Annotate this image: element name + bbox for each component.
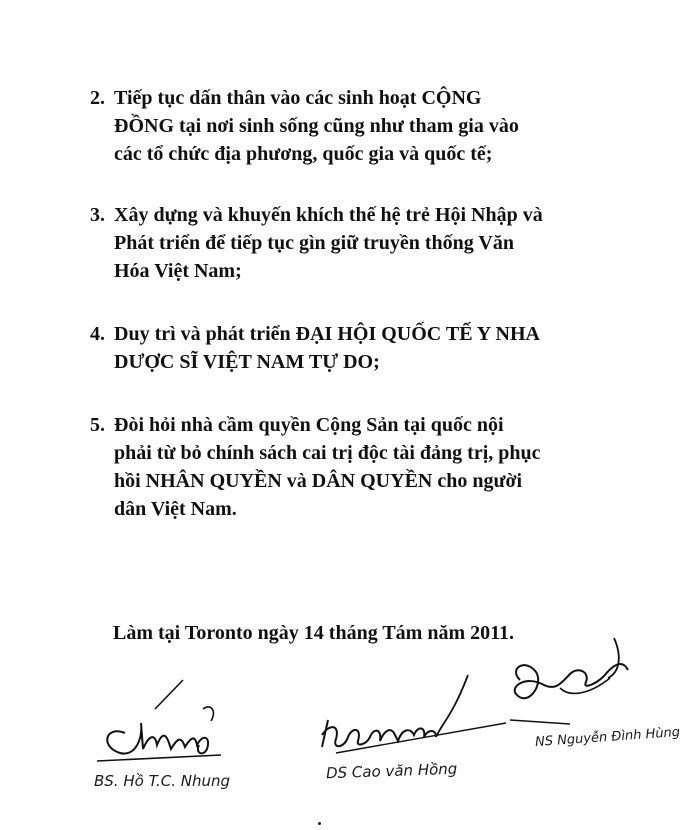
item-number: 5. <box>90 414 105 436</box>
item-number: 3. <box>90 204 105 226</box>
item-text-line: Hóa Việt Nam; <box>114 260 242 282</box>
signature-3 <box>500 628 640 728</box>
item-text-line: hồi NHÂN QUYỀN và DÂN QUYỀN cho người <box>114 470 523 492</box>
item-number: 4. <box>90 323 105 345</box>
list-item-3 <box>90 201 650 285</box>
item-text-line: phải từ bỏ chính sách cai trị độc tài đảng trị, phục <box>114 442 541 464</box>
item-text-line: ĐỒNG tại nơi sinh sống cũng như tham gia vào <box>114 115 519 137</box>
signature-1 <box>95 675 235 775</box>
item-text-line: DƯỢC SĨ VIỆT NAM TỰ DO; <box>114 351 380 373</box>
signatory-label: NS Nguyễn Đình Hùng <box>534 724 681 751</box>
list-item-4 <box>90 320 650 376</box>
signature-2 <box>318 665 518 765</box>
signatory-label: BS. Hồ T.C. Nhung <box>94 772 230 790</box>
item-text-line: dân Việt Nam. <box>114 498 237 520</box>
item-text-line: Xây dựng và khuyến khích thế hệ trẻ Hội Nhập và <box>114 204 543 226</box>
item-number: 2. <box>90 87 105 109</box>
item-text-line: Đòi hỏi nhà cầm quyền Cộng Sản tại quốc nội <box>114 414 504 436</box>
date-line: Làm tại Toronto ngày 14 tháng Tám năm 2011. <box>113 622 515 644</box>
item-text-line: Tiếp tục dấn thân vào các sinh hoạt CỘNG <box>114 87 482 109</box>
item-text-line: các tổ chức địa phương, quốc gia và quốc tế; <box>114 143 493 165</box>
signatory-label: DS Cao văn Hồng <box>325 759 458 783</box>
item-text-line: Duy trì và phát triển ĐẠI HỘI QUỐC TẾ Y NHA <box>114 323 540 345</box>
speck-mark <box>318 822 321 825</box>
list-item-2 <box>90 84 650 168</box>
item-text-line: Phát triển để tiếp tục gìn giữ truyền thống Văn <box>114 232 514 254</box>
list-item-5 <box>90 411 650 523</box>
